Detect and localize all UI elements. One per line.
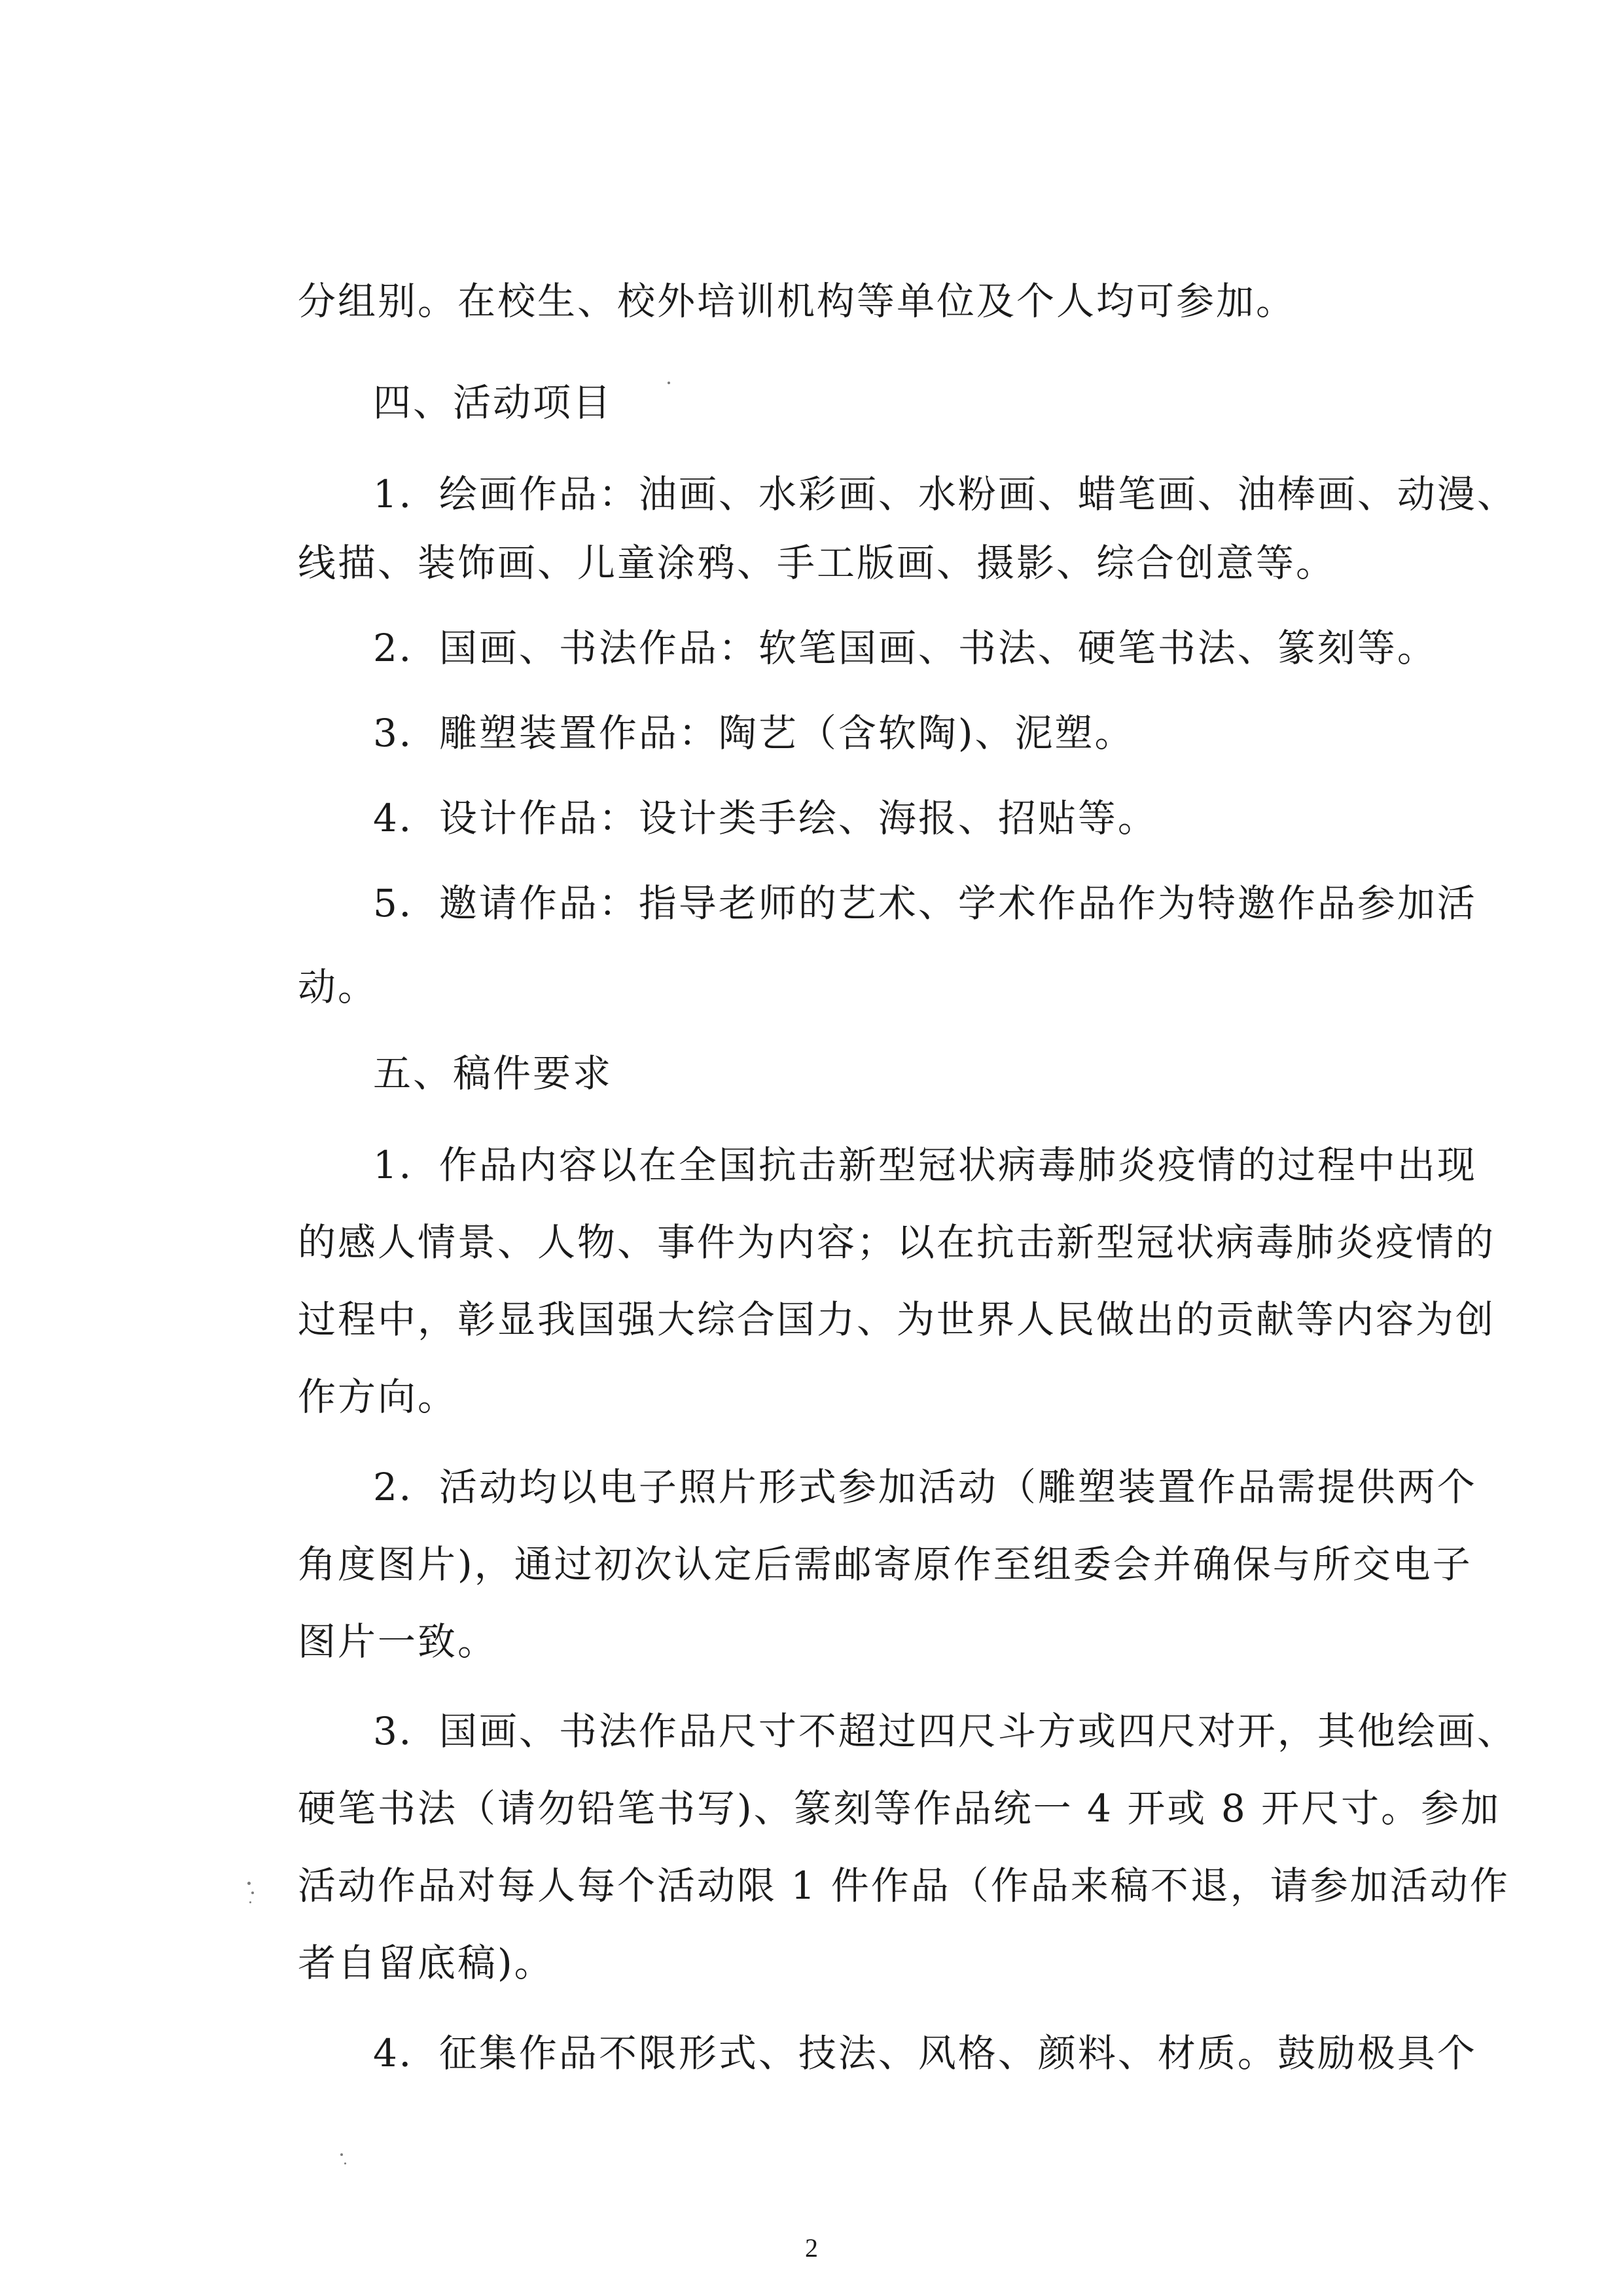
requirement-1-line-4: 作方向。 bbox=[298, 1374, 458, 1419]
requirement-4-line-1: 4．征集作品不限形式、技法、风格、颜料、材质。鼓励极具个 bbox=[373, 2031, 1477, 2075]
section-heading-activity-items: 四、活动项目 bbox=[373, 380, 613, 425]
item-invited-line-1: 5．邀请作品：指导老师的艺术、学术作品作为特邀作品参加活 bbox=[373, 881, 1477, 925]
item-sculpture: 3．雕塑装置作品：陶艺（含软陶)、泥塑。 bbox=[373, 711, 1135, 755]
item-design: 4．设计作品：设计类手绘、海报、招贴等。 bbox=[373, 796, 1158, 840]
requirement-1-line-2: 的感人情景、人物、事件为内容；以在抗击新型冠状病毒肺炎疫情的 bbox=[298, 1220, 1496, 1265]
requirement-3-line-3: 活动作品对每人每个活动限 1 件作品（作品来稿不退，请参加活动作 bbox=[298, 1863, 1510, 1908]
requirement-2-line-1: 2．活动均以电子照片形式参加活动（雕塑装置作品需提供两个 bbox=[373, 1465, 1477, 1509]
requirement-3-line-4: 者自留底稿)。 bbox=[298, 1941, 554, 1985]
page-number: 2 bbox=[805, 2233, 818, 2263]
requirement-3-line-2: 硬笔书法（请勿铅笔书写)、篆刻等作品统一 4 开或 8 开尺寸。参加 bbox=[298, 1786, 1501, 1831]
paragraph-continuation: 分组别。在校生、校外培训机构等单位及个人均可参加。 bbox=[298, 279, 1296, 323]
scan-speck bbox=[344, 2162, 346, 2164]
section-heading-submission-requirements: 五、稿件要求 bbox=[373, 1051, 613, 1096]
scan-speck bbox=[249, 1901, 251, 1903]
requirement-3-line-1: 3．国画、书法作品尺寸不超过四尺斗方或四尺对开，其他绘画、 bbox=[373, 1709, 1517, 1753]
item-painting-line-2: 线描、装饰画、儿童涂鸦、手工版画、摄影、综合创意等。 bbox=[298, 541, 1336, 585]
scan-speck bbox=[251, 1892, 254, 1894]
item-invited-line-2: 动。 bbox=[298, 965, 378, 1009]
requirement-1-line-3: 过程中，彰显我国强大综合国力、为世界人民做出的贡献等内容为创 bbox=[298, 1297, 1496, 1342]
scan-speck bbox=[247, 1882, 251, 1885]
item-guohua-calligraphy: 2．国画、书法作品：软笔国画、书法、硬笔书法、篆刻等。 bbox=[373, 626, 1437, 670]
requirement-2-line-2: 角度图片)，通过初次认定后需邮寄原作至组委会并确保与所交电子 bbox=[298, 1542, 1472, 1587]
scan-speck bbox=[340, 2153, 343, 2156]
requirement-1-line-1: 1．作品内容以在全国抗击新型冠状病毒肺炎疫情的过程中出现 bbox=[373, 1143, 1477, 1187]
requirement-2-line-3: 图片一致。 bbox=[298, 1619, 498, 1664]
item-painting-line-1: 1．绘画作品：油画、水彩画、水粉画、蜡笔画、油棒画、动漫、 bbox=[373, 472, 1517, 516]
scan-speck bbox=[668, 382, 670, 384]
